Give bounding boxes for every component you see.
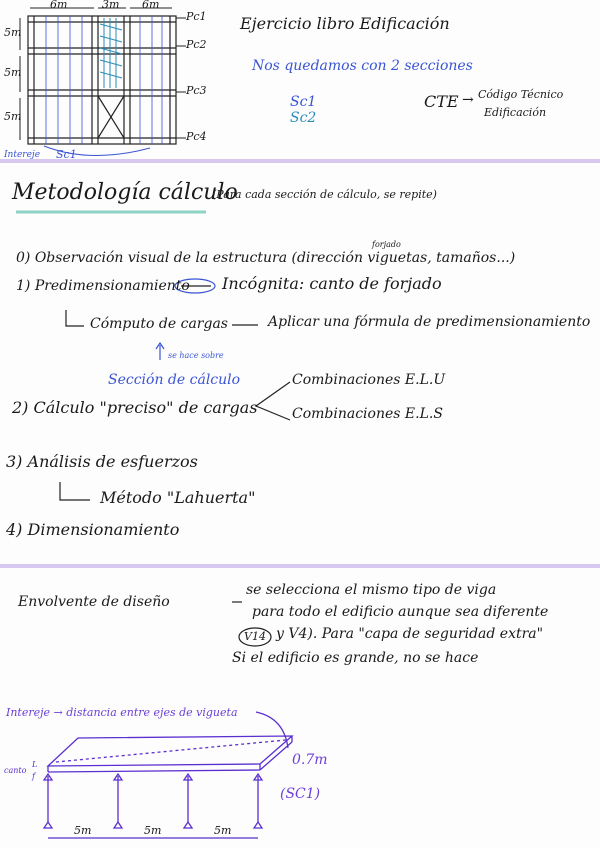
span-1: 5m bbox=[74, 824, 92, 837]
section-calc-label: Sección de cálculo bbox=[108, 372, 241, 388]
step3-method: Método "Lahuerta" bbox=[100, 488, 256, 507]
plan-dim-top-3: 6m bbox=[142, 0, 160, 11]
envelope-line-3: y V4). Para "capa de seguridad extra" bbox=[276, 626, 544, 642]
frame-label-pc3: Pc3 bbox=[186, 84, 207, 97]
plan-stair-hatch bbox=[100, 18, 122, 88]
floor-plan bbox=[28, 16, 176, 144]
beam-diagram bbox=[44, 712, 292, 838]
plan-sc1: Sc1 bbox=[56, 148, 77, 161]
beam-width-label: 0.7m bbox=[292, 752, 328, 768]
plan-dim-left-3: 5m bbox=[4, 110, 22, 123]
section-sc1: Sc1 bbox=[290, 94, 317, 110]
envelope-line-1: se selecciona el mismo tipo de viga bbox=[246, 582, 497, 598]
step2-text: 2) Cálculo "preciso" de cargas bbox=[12, 398, 258, 417]
section-sc2: Sc2 bbox=[290, 110, 317, 126]
step1-note: se hace sobre bbox=[168, 351, 224, 360]
plan-dimension-lines bbox=[20, 8, 186, 140]
sections-note: Nos quedamos con 2 secciones bbox=[252, 58, 473, 74]
plan-dim-left-2: 5m bbox=[4, 66, 22, 79]
step0-text: 0) Observación visual de la estructura (dirección viguetas, tamaños...) bbox=[16, 250, 516, 266]
frame-label-pc2: Pc2 bbox=[186, 38, 207, 51]
envelope-beam-circled: V14 bbox=[244, 630, 266, 643]
frame-label-pc4: Pc4 bbox=[186, 130, 207, 143]
step0-super: forjado bbox=[372, 240, 401, 249]
combo-els: Combinaciones E.L.S bbox=[292, 406, 443, 422]
span-3: 5m bbox=[214, 824, 232, 837]
plan-dim-left-1: 5m bbox=[4, 26, 22, 39]
header-title: Ejercicio libro Edificación bbox=[240, 14, 450, 33]
span-2: 5m bbox=[144, 824, 162, 837]
step4-text: 4) Dimensionamiento bbox=[6, 520, 180, 539]
cte-label: CTE bbox=[424, 92, 459, 111]
step1-unknown: Incógnita: canto de forjado bbox=[222, 274, 442, 293]
plan-dim-top-2: 3m bbox=[102, 0, 120, 11]
cte-desc-1: Código Técnico bbox=[478, 88, 564, 101]
envelope-line-2: para todo el edificio aunque sea diferente bbox=[252, 604, 549, 620]
intereje-note: Intereje → distancia entre ejes de vigueta bbox=[6, 706, 238, 719]
step1-loads: Cómputo de cargas bbox=[90, 316, 228, 332]
method-subtitle: (Para cada sección de cálculo, se repite) bbox=[212, 188, 437, 201]
frame-label-pc1: Pc1 bbox=[186, 10, 207, 23]
canto-frac-top: L bbox=[32, 760, 38, 769]
envelope-title: Envolvente de diseño bbox=[18, 594, 170, 610]
envelope-line-4: Si el edificio es grande, no se hace bbox=[232, 650, 479, 666]
canto-label: canto bbox=[4, 766, 27, 775]
beam-section-label: (SC1) bbox=[280, 786, 321, 802]
step1-formula: Aplicar una fórmula de predimensionamiento bbox=[268, 314, 591, 330]
cte-desc-2: Edificación bbox=[484, 106, 547, 119]
step3-text: 3) Análisis de esfuerzos bbox=[6, 452, 198, 471]
combo-elu: Combinaciones E.L.U bbox=[292, 372, 446, 388]
cte-arrow: → bbox=[462, 92, 474, 108]
plan-dim-top-1: 6m bbox=[50, 0, 68, 11]
step1-text: 1) Predimensionamiento bbox=[16, 278, 190, 294]
canto-frac-bottom: f bbox=[32, 772, 35, 781]
method-title: Metodología cálculo bbox=[12, 180, 238, 205]
plan-intereje: Intereje bbox=[4, 150, 41, 160]
